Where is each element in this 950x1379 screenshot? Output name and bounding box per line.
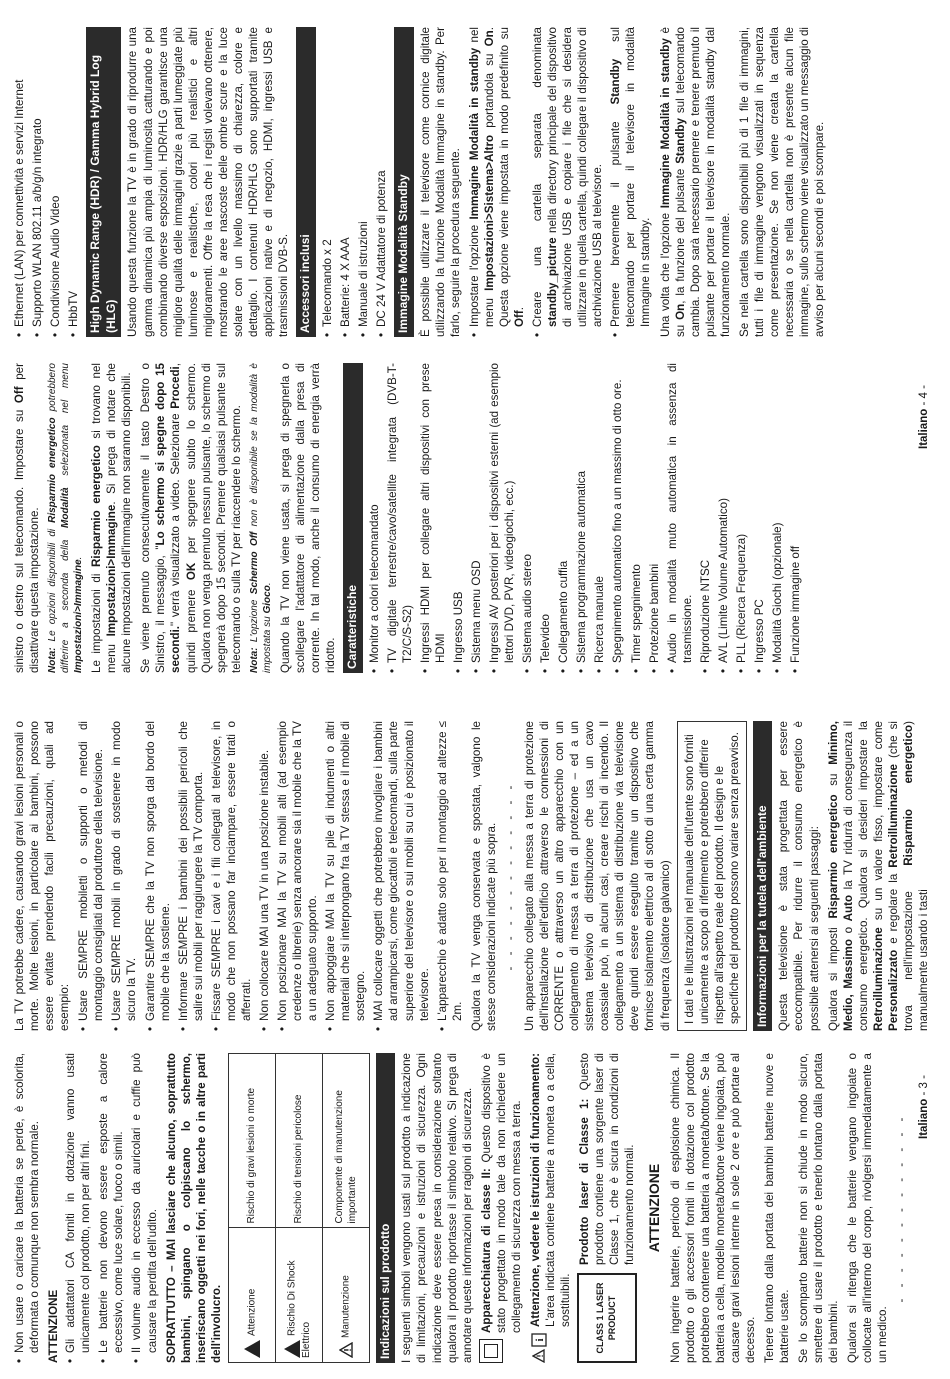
list-item: • Collegamento cuffia [556, 363, 571, 673]
list-item: • Usare SEMPRE mobiletti o supporti o metodi di montaggio consigliati dal produttore della televisione. [76, 721, 106, 1031]
list-item: • Ingresso PC [752, 363, 767, 673]
list-item: • Informare SEMPRE i bambini dei possibili pericoli che salire sui mobili per raggiungere la TV comporta. [176, 721, 206, 1031]
list-item: • Non usare o caricare la batteria se perde, è scolorita, deformata o comunque non sembra normale. [12, 1053, 42, 1363]
list-item: • Riproduzione NTSC [698, 363, 713, 673]
paragraph: Un apparecchio collegato alla messa a terra di protezione dell'installazione dell'edificio attraverso le connessioni di CORRENTE o attraverso un altro apparecchio con un collegamento di messa a terra di protezione – ed a un sistema televisivo di distribuzione che usa un cavo coassiale può, in alcuni casi, creare rischi di incendio. Il collegamento a un sistema di distribuzione via televisione deve quindi essere eseguito tramite un dispositivo che fornisce isolamento elettrico al di sotto di una certa gamma di frequenza (isolatore galvanico) [522, 721, 672, 1031]
svg-text:i: i [534, 1338, 546, 1342]
paragraph: La TV potrebbe cadere, causando gravi lesioni personali o morte. Molte lesioni, in particolare ai bambini, possono essere evitate prendendo facili precauzioni, quali ad esempio: [13, 721, 72, 1031]
list-item: • Protezione bambini [647, 363, 662, 673]
list-item: • Batterie: 4 X AAA [338, 27, 353, 337]
warning-text: SOPRATTUTTO – MAI lasciare che alcuno, soprattutto bambini, spingano o colpiscano lo schermo, inseriscano oggetti nei fori, nelle tacche o in altre parti dell'involucro. [164, 1053, 223, 1363]
list-item: • Timer spegnimento [629, 363, 644, 673]
list-item: • DC 24 V Adattatore di potenza [374, 27, 389, 337]
list-item: • Manuale di istruzioni [356, 27, 371, 337]
paragraph: È possibile utilizzare il televisore come cornice digitale utilizzando la funzione Modalità Immagine in standby. Per farlo, seguire la procedura seguente. [418, 27, 462, 337]
separator: - - - - - - - - - - - - - [503, 781, 517, 971]
paragraph: Se lo scomparto batterie non si chiude in modo sicuro, smettere di usare il prodotto e tenerlo lontano dalla portata dei bambini. [797, 1053, 841, 1363]
list-item: • Ingresso USB [451, 363, 466, 673]
list-item: • Creare una cartella separata denominata standby_picture nella directory principale del dispositivo di archiviazione USB e copiare i file che si desidera utilizzare in quella cartella, quindi collegare il dispositivo di archiviazione USB al televisore. [530, 27, 605, 337]
list-item: • Sistema programmazione automatica [574, 363, 589, 673]
section-bar: Immagine Modalità Standby [394, 27, 414, 337]
list-item: • AVL (Limite Volume Automatico) [716, 363, 731, 673]
electric-shock-icon [284, 1340, 300, 1358]
section-bar: Caratteristiche [343, 363, 363, 673]
list-item: • Le batterie non devono essere esposte a calore eccessivo, come luce solare, fuoco o simili. [96, 1053, 126, 1363]
list-item: • Il volume audio in eccesso da auricolari e cuffie può causare la perdita dell'udito. [129, 1053, 159, 1363]
paragraph: Se viene premuto consecutivamente il tasto Destro o Sinistro, il messaggio, "Lo schermo si spegne dopo 15 secondi." verrà visualizzato a video. Selezionare Procedi, quindi premere OK per spegnere subito lo schermo. Qualora non venga premuto nessun pulsante, lo schermo di spegnerà dopo 15 secondi. Premere qualsiasi pulsante sul telecomando o sulla TV per riaccendere lo schermo. [139, 363, 243, 673]
list-item: • Premere brevemente il pulsante Standby sul telecomando per portare il televisore in modalità Immagine in standby. [608, 27, 653, 337]
paragraph: Qualora si imposti Risparmio energetico su Minimo, Medio, Massimo o Auto la TV ridurrà di conseguenza il consumo energetico. Qualora si desideri impostare la Retroilluminazione su un valore fisso, impostare come Personalizzato e regolare la Retroilluminazione (che si trova nell'impostazione Risparmio energetico) manualmente usando i tasti [826, 720, 930, 1031]
paragraph: Qualora la TV venga conservata e spostata, valgono le stesse considerazioni indicate più sopra. [469, 721, 498, 1031]
page-footer-left: Italiano - 3 - [918, 1075, 930, 1139]
paragraph: sinistro o destro sul telecomando. Impostare su Off per disattivare questa impostazione. [13, 363, 42, 673]
features-list-continued [12, 27, 81, 337]
paragraph: Quando la TV non viene usata, si prega di spegnerla o scollegare l'adattatore di alimentazione dalla presa di corrente. In tal modo, anche il consumo di energia verrà ridotto. [278, 363, 337, 673]
accessories-list [320, 27, 389, 337]
section-bar: Accessori inclusi [296, 27, 316, 337]
maintenance-triangle-icon [339, 1342, 353, 1358]
paragraph: Non ingerire batterie, pericolo di esplosione chimica. Il prodotto o gli accessori forniti in dotazione col prodotto potrebbero contenere una batteria a moneta/bottone. Se la batteria a cella, modello moneta/bottone viene ingoiata, può causare gravi lesioni interne in sole 2 ore e può portare al decesso. [668, 1053, 757, 1363]
section-bar: Indicazioni sul prodotto [376, 1053, 396, 1363]
paragraph: Una volta che l'opzione Immagine Modalità in standby è su On, la funzione del pulsante Standby sul telecomando cambia. Dopo sarà necessario premere e tenere premuto il pulsante per portare il televisore in modalità standby dal funzionamento normale. [658, 27, 732, 337]
paragraph: Usando questa funzione la TV è in grado di riprodurre una gamma dinamica più ampia di luminosità catturando e poi combinando diverse esposizioni. HDR/HLG garantisce una migliore qualità delle immagini grazie a parti lumeggiate più luminose e realistiche, colori più realistici e altri miglioramenti. Offre la resa che i registi volevano ottenere, mostrando le aree nascoste delle ombre scure e la luce solare con un livello massimo di chiarezza, colore e dettaglio. I contenuti HDR/HLG sono supportati tramite applicazioni native e di negozio, HDMI, ingressi USB e trasmissioni DVB-S. [126, 27, 291, 337]
list-item: • Ingressi HDMI per collegare altri dispositivi con prese HDMI [418, 363, 448, 673]
list-item: • Ricerca manuale [592, 363, 607, 673]
list-item: • Non appoggiare MAI la TV su pile di indumenti o altri materiali che si interpongano fra la TV stessa e il mobile di sostegno. [323, 721, 368, 1031]
list-item: • Audio in modalità muto automatica in assenza di trasmissione. [665, 363, 695, 673]
list-item: • Impostare l'opzione Immagine Modalità in standby nel menu Impostazioni>Sistema>Altro portandola su On. Questa opzione viene impostata in modo predefinito su Off. [467, 27, 527, 337]
list-item: • Gli adattatori CA forniti in dotazione vanno usati unicamente col prodotto, non per altri fini. [63, 1053, 93, 1363]
features-list [367, 363, 804, 673]
list-item: • Funzione immagine off [788, 363, 803, 673]
paragraph: Se nella cartella sono disponibili più di 1 file di immagini, tutti i file di immagine vengono visualizzati in sequenza come presentazione. Se non viene creata la cartella necessaria o se nella cartella non è presente alcun file immagine, sullo schermo viene visualizzato un messaggio di avviso per alcuni secondi e poi scompare. [737, 27, 827, 337]
list-item: • L'apparecchio è adatto solo per il montaggio ad altezze ≤ 2m. [435, 721, 465, 1031]
paragraph: Questa televisione è stata progettata per essere ecocompatibile. Per ridurre il consumo energetico è possibile attenersi ai seguenti passaggi: [777, 721, 821, 1031]
section-bar: High Dynamic Range (HDR) / Gamma Hybrid Log (HLG) [86, 27, 121, 337]
column-4 [12, 27, 831, 337]
column-1: • Non usare o caricare la batteria se perde, è scolorita, deformata o comunque non sembra normale. ATTENZIONE • Gli adattatori CA forniti in dotazione vanno usati unicamente col prodotto, non per altri fini. • Le batterie non devono essere esposte a calore eccessivo, come luce solare, fuoco o simili. • Il volume audio in eccesso da auricolari e cuffie può causare la perdita dell'udito. SOPRATTUTTO – MAI lasciare che alcuno, soprattutto bambini, spingano o colpiscano lo schermo, inseriscano oggetti nei fori, nelle tacche o in altre parti dell'involucro. Attenzione Rischio di gravi lesioni o morte Rischio Di Shock Elettrico Rischio di tensioni pericolose Manutenzione Componente di manutenzione importante Indicazioni sul prodotto I seguenti simboli vengono usati sul prodotto a indicazione di limitazioni, precauzioni e istruzioni di sicurezza. Ogni indicazione deve essere presa in considerazione soltanto qualora il prodotto riportasse il simbolo relativo. Si prega di annotare queste informazioni per ragioni di sicurezza. Apparecchiatura di classe II: Questo dispositivo è stato progettato in modo tale da non richiedere un collegamento di sicurezza con messa a terra. i Attenzione, vedere le istruzioni di funzionamento: L'area indicata contiene batterie a moneta o a cella, sostituibili. CLASS 1 LASER PRODUCT Prodotto laser di Classe 1: Questo prodotto contiene una sorgente laser di Classe 1, che è sicura in condizioni di funzionamento normali. ATTENZIONE Non ingerire batterie, pericolo di esplosione chimica. Il prodotto o gli accessori forniti in dotazione col prodotto potrebbero contenere una batteria a moneta/bottone. Se la batteria a cella, modello moneta/bottone viene ingoiata, può causare gravi lesioni interne in sole 2 ore e può portare al decesso. Tenere lontano dalla portata dei bambini batterie nuove e batterie usate. Se lo scomparto batterie non si chiude in modo sicuro, smettere di usare il prodotto e tenerlo lontano dalla portata dei bambini. Qualora si ritenga che le batterie vengano ingoiate o collocate all'interno del corpo, rivolgersi immediatamente a un medico. - - - - - - - - - - - - - [12, 1053, 913, 1363]
warning-triangle-icon [244, 1340, 260, 1358]
list-item: • Televideo [538, 363, 553, 673]
column-2 [12, 721, 935, 1031]
list-item: • Spegnimento automatico fino a un massimo di otto ore. [610, 363, 625, 673]
separator: - - - - - - - - - - - - - [895, 1113, 909, 1303]
standby-steps [467, 27, 654, 337]
note: Nota: L'opzione Schermo Off non è disponibile se la modalità è impostata su Gioco. [248, 363, 273, 673]
class-ii-icon [479, 1339, 503, 1363]
list-item: • PLL (Ricerca Frequenza) [734, 363, 749, 673]
laser-product-label: CLASS 1 LASER PRODUCT [577, 1273, 637, 1363]
manual-book-icon [531, 1333, 547, 1347]
list-item: • Ethernet (LAN) per connettività e servizi Internet [12, 27, 27, 337]
list-item: • Modalità Giochi (opzionale) [770, 363, 785, 673]
attention-heading: ATTENZIONE [646, 1163, 663, 1253]
list-item: • Sistema audio stereo [520, 363, 535, 673]
symbol-table: Attenzione Rischio di gravi lesioni o morte Rischio Di Shock Elettrico Rischio di tensioni pericolose Manutenzione Componente di manutenzione importante [228, 1053, 370, 1363]
caution-triangle-icon [532, 1349, 545, 1363]
disclaimer-box: I dati e le illustrazioni nel manuale dell'utente sono forniti unicamente a scopo di riferimento e potrebbero differire rispetto all'aspetto reale del prodotto. Il design e le specifiche del prodotto possono variare senza preavviso. [677, 721, 747, 1031]
paragraph: Qualora si ritenga che le batterie vengano ingoiate o collocate all'interno del corpo, rivolgersi immediatamente a un medico. [846, 1053, 890, 1363]
list-item: • Garantire SEMPRE che la TV non sporga dal bordo del mobile che la sostiene. [143, 721, 173, 1031]
list-item: • Sistema menu OSD [469, 363, 484, 673]
list-item: • Non posizionare MAI la TV su mobili alti (ad esempio credenze o librerie) senza ancorare sia il mobile che la TV a un adeguato supporto. [275, 721, 320, 1031]
note: Nota: Le opzioni disponibili di Risparmio energetico potrebbero differire a seconda della Modalità selezionata nel menu Impostazioni>Immagine. [47, 363, 85, 673]
list-item: • Ingressi AV posteriori per i dispositivi esterni (ad esempio lettori DVD, PVR, videogiochi, ecc.) [487, 363, 517, 673]
list-item: • Condivisione Audio Video [48, 27, 63, 337]
list-item: • Monitor a colori telecomandato [367, 363, 382, 673]
page-footer-right: Italiano - 4 - [918, 385, 930, 449]
paragraph: Tenere lontano dalla portata dei bambini batterie nuove e batterie usate. [762, 1053, 791, 1363]
list-item: • HbbTV [66, 27, 81, 337]
list-item: • Telecomando x 2 [320, 27, 335, 337]
paragraph: I seguenti simboli vengono usati sul prodotto a indicazione di limitazioni, precauzioni e istruzioni di sicurezza. Ogni indicazione deve essere presa in considerazione soltanto qualora il prodotto riportasse il simbolo relativo. Si prega di annotare queste informazioni per ragioni di sicurezza. [400, 1053, 474, 1363]
list-item: • TV digitale terrestre/cavo/satellite integrata (DVB-T-T2/C/S-S2) [385, 363, 415, 673]
paragraph: Le impostazioni di Risparmio energetico si trovano nel menu Impostazioni>Immagine. Si prega di notare che alcune impostazioni dell'immagine non saranno disponibili. [90, 363, 134, 673]
list-item: • Usare SEMPRE mobili in grado di sostenere in modo sicuro la TV. [109, 721, 139, 1031]
list-item: • Non collocare MAI una TV in una posizione instabile. [257, 721, 272, 1031]
section-bar: Informazioni per la tutela dell'ambiente [753, 721, 773, 1031]
column-3 [12, 363, 807, 673]
list-item: • Fissare SEMPRE i cavi e i fili collegati al televisore, in modo che non possano far inciampare, essere tirati o afferrati. [209, 721, 254, 1031]
list-item: • MAI collocare oggetti che potrebbero invogliare i bambini ad arrampicarsi, come giocattoli e telecomandi, sulla parte superiore del televisore o sui mobili su cui è posizionato il televisore. [371, 721, 431, 1031]
list-item: • Supporto WLAN 802.11 a/b/g/n integrato [30, 27, 45, 337]
section-heading: ATTENZIONE [47, 1289, 61, 1363]
